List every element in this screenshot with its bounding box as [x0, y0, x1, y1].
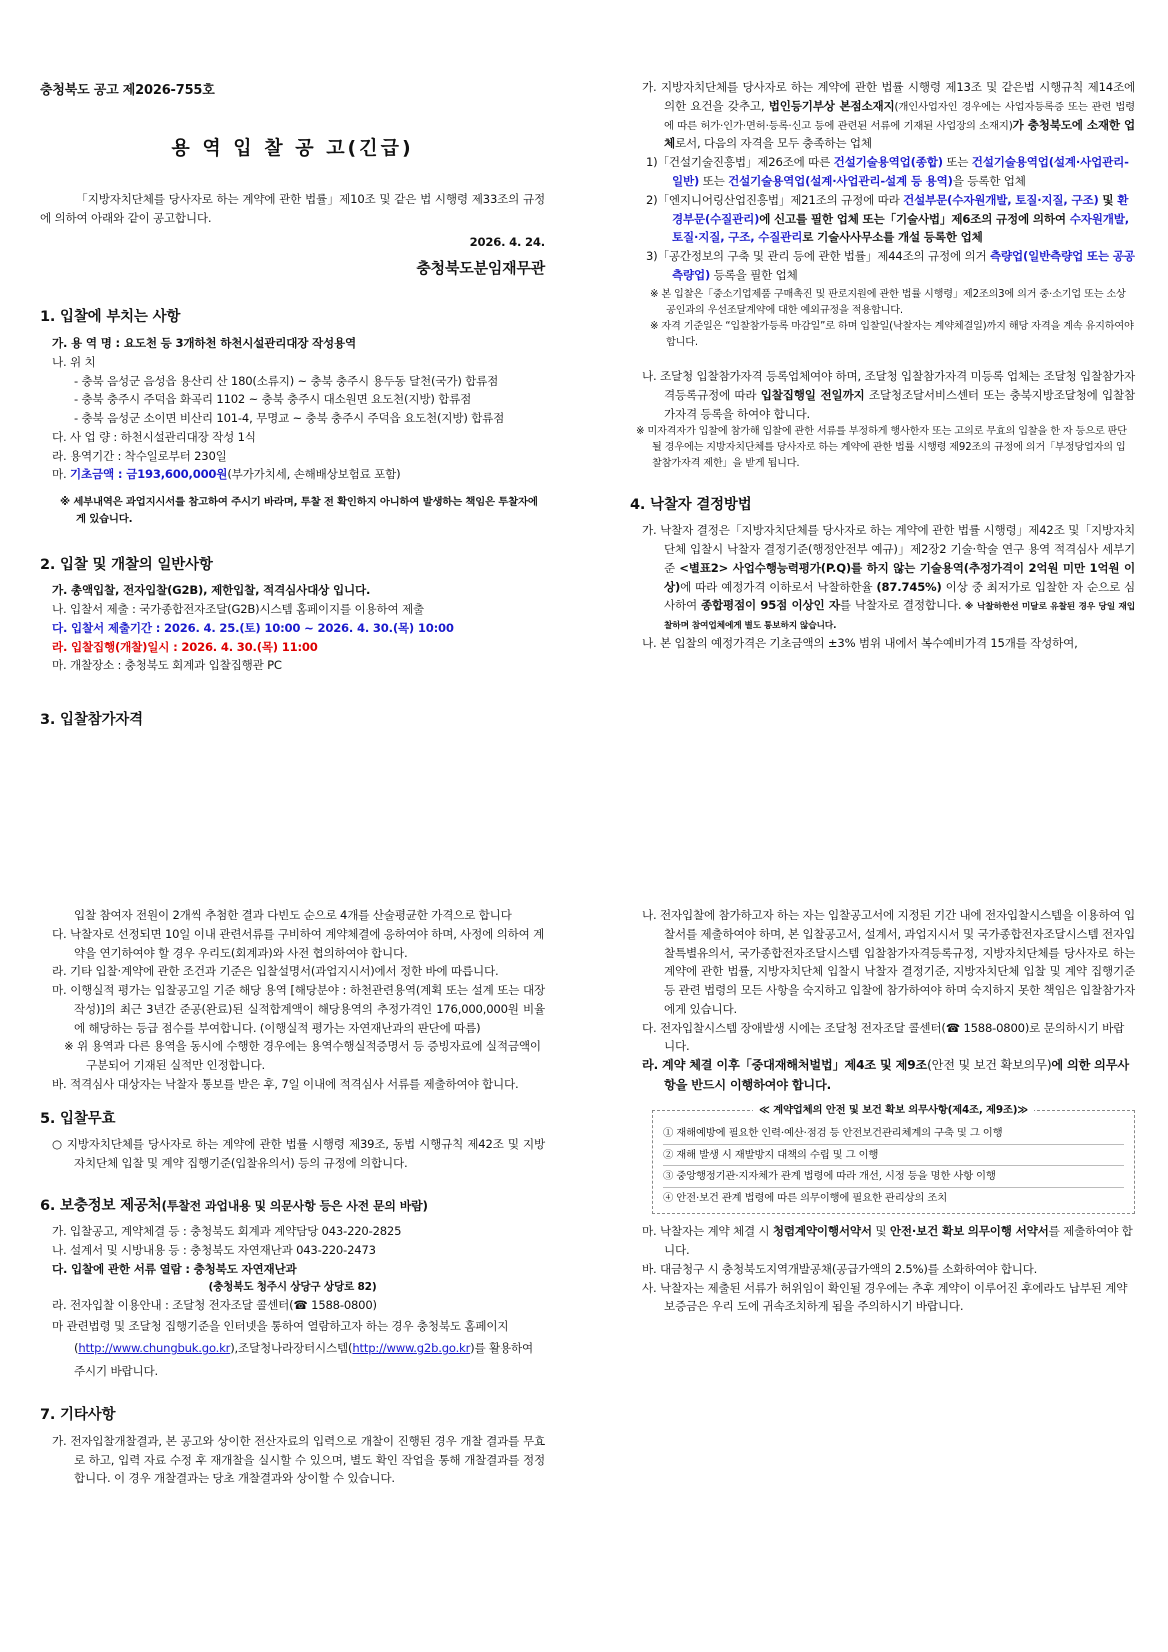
s4-ga-text-1: 가. 낙찰자 결정은「지방자치단체를 당사자로 하는 계약에 관한 법률 시행령」제42조 및「지방자치단체 입찰시 낙찰자 결정기준(행정안전부 예규)」제2장2 기술·학술 연구 용역 적격심사 세부기준: [642, 523, 1135, 575]
s3-q1-text-d: 또는: [699, 174, 729, 189]
s1-item-ra: 라. 용역기간 : 착수일로부터 230일: [52, 448, 227, 463]
safety-item-4: ④ 안전·보건 관계 법령에 따른 의무이행에 필요한 관리상의 조치: [663, 1192, 948, 1205]
s4-na-continued: 입찰 참여자 전원이 2개씩 추첨한 결과 다빈도 순으로 4개를 산술평균한 가격으로 합니다: [74, 908, 512, 922]
s3-ga-bold-1: 법인등기부상 본점소재지: [768, 98, 895, 113]
s1-item-na: 나. 위 치: [52, 354, 96, 369]
s1-ma-label: 마.: [52, 467, 70, 482]
s4-item-ra: 라. 기타 입찰·계약에 관한 조건과 기준은 입찰설명서(과업지시서)에서 정한 바에 따릅니다.: [52, 964, 499, 979]
g2b-link[interactable]: http://www.g2b.go.kr: [352, 1341, 471, 1356]
section-2-heading: 2. 입찰 및 개찰의 일반사항: [40, 556, 213, 573]
location-3: - 충북 음성군 소이면 비산리 101-4, 무명교 ~ 충북 충주시 주덕읍 요도천(지방) 합류점: [74, 411, 505, 426]
s7-item-ra: [630, 1056, 1135, 1096]
s7-ma-text-1: 마. 낙찰자는 계약 체결 시: [642, 1224, 773, 1239]
s7-ma-text-2: 및: [871, 1224, 890, 1239]
s4-item-ma: 마. 이행실적 평가는 입찰공고일 기준 해당 용역 [해당분야 : 하천관련용역(계획 또는 설계 또는 대장작성)]의 최근 3년간 준공(완료)된 실적합계액이 해당용역의 추정가격인 176,000,000원 비율에 해당하는 등급 점수를 부여합니다. (이행실적 평가는 자연재난과의 판단에 따름): [52, 983, 545, 1035]
s3-ga-text-1: 가. 지방자치단체를 당사자로 하는 계약에 관한 법률 시행령 제13조 및 같은법 시행규칙 제14조에 의한 요건을 갖추고,: [642, 80, 1135, 113]
s3-q2-text-d: 에 신고를 필한 업체 또는「기술사법」제6조의 규정에 의하여: [759, 211, 1070, 226]
preamble: 「지방자치단체를 당사자로 하는 계약에 관한 법률」제10조 및 같은 법 시행령 제33조의 규정에 의하여 아래와 같이 공고합니다.: [40, 191, 545, 225]
s3-ga-bold-2: 가 충청북도에 소재한 업체: [664, 117, 1135, 151]
s3-ga-text-3: 로서, 다음의 자격을 모두 충족하는 업체: [675, 136, 872, 151]
s3-na-text-2: 조달청조달서비스센터 또는 충북지방조달청에 입찰참가자격 등록을 하여야 합니다.: [664, 387, 1136, 421]
safety-item-3: ③ 중앙행정기관·지자체가 관계 법령에 따라 개선, 시정 등을 명한 사항 이행: [663, 1166, 1124, 1188]
s1-ma-rest: (부가가치세, 손해배상보험료 포함): [227, 467, 401, 482]
s7-ma-bold-1: 청렴계약이행서약서: [772, 1224, 872, 1239]
s7-ra-bold-1: 라. 계약 체결 이후「중대재해처벌법」제4조 및 제9조: [642, 1058, 928, 1073]
section-4-heading: 4. 낙찰자 결정방법: [630, 496, 752, 513]
s4-ga-bold-3: 종합평점이 95점 이상인 자: [701, 598, 840, 613]
s7-item-da: 다. 전자입찰시스템 장애발생 시에는 조달청 전자조달 콜센터(☎ 1588-0800)로 문의하시기 바랍니다.: [642, 1020, 1125, 1054]
s6-item-da: 다. 입찰에 관한 서류 열람 : 충청북도 자연재난과: [52, 1261, 297, 1276]
s4-ga-note: ※ 낙찰하한선 미달로 유찰된 경우 당일 재입찰하며 참여업체에게 별도 통보하지 않습니다.: [664, 602, 1136, 632]
s3-qual-3: [630, 247, 1135, 285]
s4-ga-text-4: 를 낙찰자로 결정합니다.: [839, 598, 962, 613]
s7-ma-bold-2: 안전·보건 확보 의무이행 서약서: [889, 1224, 1049, 1239]
s3-q2-blue-1: 건설부문(수자원개발, 토질·지질, 구조): [903, 192, 1099, 207]
s3-q1-text-c: 또는: [942, 155, 972, 170]
s7-item-ga: 가. 전자입찰개찰결과, 본 공고와 상이한 전산자료의 입력으로 개찰이 진행된 경우 개찰 결과를 무효로 하고, 입력 자료 수정 후 재개찰을 실시할 수 있으며, 별도 확인 작업을 통해 개찰결과를 정정합니다. 이 경우 개찰결과는 당초 개찰결과와 상이할 수 있습니다.: [52, 1433, 545, 1486]
s4-ga-text-3: 이상 중 최저가로 입찰한 자 순으로 심사하여: [664, 579, 1135, 613]
s3-q2-text-a: 2)「엔지니어링산업진흥법」제21조의 규정에 따라: [646, 192, 904, 207]
s3-note-3: ※ 미자격자가 입찰에 참가해 입찰에 관한 서류를 부정하게 행사한자 또는 고의로 무효의 입찰을 한 자 등으로 판단될 경우에는 지방자치단체를 당사자로 하는 계약에 관한 법률 시행령 제92조의 규정에 의거「부정당업자의 입찰참가자격 제한」을 받게 됩니다.: [636, 425, 1127, 469]
safety-box-title: ≪ 계약업체의 안전 및 보건 확보 의무사항(제4조, 제9조)≫: [753, 1104, 1034, 1116]
s3-na-bold: 입찰집행일 전일까지: [760, 387, 865, 402]
s3-note-1: ※ 본 입찰은「중소기업제품 구매촉진 및 판로지원에 관한 법률 시행령」제2조의3에 의거 중·소기업 또는 소상공인과의 우선조달계약에 대한 예외규정을 적용합니다.: [650, 288, 1126, 316]
section-6-heading: [40, 1195, 545, 1218]
s5-body: ○ 지방자치단체를 당사자로 하는 계약에 관한 법률 시행령 제39조, 동법 시행규칙 제42조 및 지방자치단체 입찰 및 계약 집행기준(입찰유의서) 등의 규정에 의합니다.: [52, 1137, 545, 1171]
s2-item-ga: 가. 총액입찰, 전자입찰(G2B), 제한입찰, 적격심사대상 입니다.: [52, 583, 371, 598]
s3-q2-blue-2: 환경부문(수질관리): [672, 192, 1129, 226]
s4-ga-bold-2: (87.745%): [876, 579, 942, 594]
s3-q2-text-c: 및: [1098, 192, 1118, 207]
safety-item-1: ① 재해예방에 필요한 인력·예산·점검 등 안전보건관리체계의 구축 및 그 이행: [663, 1123, 1124, 1145]
s6-item-ma: [40, 1315, 545, 1383]
s1-note: ※ 세부내역은 과업지시서를 참고하여 주시기 바라며, 투찰 전 확인하지 아니하여 발생하는 책임은 투찰자에게 있습니다.: [60, 496, 538, 526]
left-column-bottom: [40, 906, 545, 1488]
s6-ma-text-2: ),조달청나라장터시스템(: [230, 1341, 353, 1356]
s6-ma-text-3: )를 활용하여 주시기 바랍니다.: [74, 1341, 533, 1378]
s3-q3-text-c: 등록을 필한 업체: [710, 267, 798, 282]
s1-item-ga: 가. 용 역 명 : 요도천 등 3개하천 하천시설관리대장 작성용역: [52, 335, 357, 350]
s7-item-na: 나. 전자입찰에 참가하고자 하는 자는 입찰공고서에 지정된 기간 내에 전자입찰시스템을 이용하여 입찰서를 제출하여야 하며, 본 입찰공고서, 설계서, 과업지시서 및 국가종합전자조달시스템 전자입찰특별유의서, 국가종합전자조달시스템 입찰참가자격등록규정, 지방자치단체를 당사자로 하는 계약에 관한 법률, 지방자치단체 입찰시 낙찰자 결정기준, 지방자치단체 입찰 및 계약 집행기준 등 관련 법령의 모든 사항을 숙지하고 입찰에 참가하여야 하며 숙지하지 못한 책임은 입찰참가자에게 있습니다.: [642, 908, 1135, 1016]
section-5-heading: 5. 입찰무효: [40, 1110, 116, 1127]
s7-item-ma: [630, 1222, 1135, 1260]
s4-ga-text-2: 에 따라 예정가격 이하로서 낙찰하한율: [680, 579, 877, 594]
s2-item-ra: 라. 입찰집행(개찰)일시 : 2026. 4. 30.(목) 11:00: [52, 639, 318, 654]
s6-item-ra: 라. 전자입찰 이용안내 : 조달청 전자조달 콜센터(☎ 1588-0800): [52, 1297, 377, 1312]
notice-date: 2026. 4. 24.: [469, 235, 545, 250]
s1-item-ma: [40, 465, 545, 484]
s3-ga-text-2: (개인사업자인 경우에는 사업자등록증 또는 관련 법령에 따른 허가·인가·면허·등록·신고 등에 관련된 서류에 기재된 사업장의 소재지): [664, 100, 1135, 132]
location-2: - 충북 충주시 주덕읍 화곡리 1102 ~ 충북 충주시 대소원면 요도천(지방) 합류점: [74, 392, 472, 407]
s7-item-ba: 바. 대금청구 시 충청북도지역개발공채(공급가액의 2.5%)를 소화하여야 합니다.: [642, 1261, 1038, 1276]
safety-item-2: ② 재해 발생 시 재발방지 대책의 수립 및 그 이행: [663, 1145, 1124, 1167]
s4-item-ba: 바. 적격심사 대상자는 낙찰자 통보를 받은 후, 7일 이내에 적격심사 서류를 제출하여야 합니다.: [52, 1077, 519, 1092]
s6-heading-text: 6. 보충정보 제공처: [40, 1197, 162, 1214]
s3-q1-text-e: 을 등록한 업체: [952, 174, 1026, 189]
s3-q3-text-a: 3)「공간정보의 구축 및 관리 등에 관한 법률」제44조의 규정에 의거: [646, 249, 990, 264]
s7-ra-text: (안전 및 보건 확보의무): [927, 1058, 1052, 1073]
s3-q1-blue-2: 건설기술용역업(설계·사업관리-일반): [672, 155, 1129, 189]
s6-address: (충청북도 청주시 상당구 상당로 82): [208, 1280, 377, 1293]
s2-item-da: 다. 입찰서 제출기간 : 2026. 4. 25.(토) 10:00 ~ 2026. 4. 30.(목) 10:00: [52, 620, 454, 635]
location-1: - 충북 음성군 음성읍 용산리 산 180(소류지) ~ 충북 충주시 용두동 달천(국가) 합류점: [74, 373, 499, 388]
s3-item-na: [630, 367, 1135, 423]
s4-ga-bold-1: <별표2> 사업수행능력평가(P.Q)를 하지 않는 기술용역(추정가격이 2억원 미만 1억원 이상): [664, 560, 1135, 594]
s4-item-na: 나. 본 입찰의 예정가격은 기초금액의 ±3% 범위 내에서 복수예비가격 15개를 작성하여,: [642, 636, 1078, 650]
base-amount: 기초금액 : 금193,600,000원: [69, 467, 228, 482]
s2-item-na: 나. 입찰서 제출 : 국가종합전자조달(G2B)시스템 홈페이지를 이용하여 제출: [52, 602, 424, 617]
s6-item-na: 나. 설계서 및 시방내용 등 : 충청북도 자연재난과 043-220-2473: [52, 1243, 376, 1258]
s3-q3-blue-1: 측량업(일반측량업 또는 공공측량업): [672, 249, 1135, 282]
s3-item-ga: [630, 78, 1135, 153]
s7-ma-text-3: 를 제출하여야 합니다.: [664, 1224, 1133, 1257]
s3-q2-blue-3: 수자원개발, 토질·지질, 구조, 수질관리: [672, 211, 1129, 245]
notice-number: 충청북도 공고 제2026-755호: [40, 83, 215, 98]
s3-q1-blue-3: 건설기술용역업(설계·사업관리-설계 등 용역): [728, 174, 953, 189]
s3-q1-text-a: 1)「건설기술진흥법」제26조에 따른: [646, 155, 834, 170]
section-3-heading: 3. 입찰참가자격: [40, 712, 143, 729]
issuer: 충청북도분임재무관: [416, 259, 545, 278]
s6-item-ga: 가. 입찰공고, 계약체결 등 : 충청북도 회계과 계약담당 043-220-2825: [52, 1224, 402, 1239]
s7-item-sa: 사. 낙찰자는 제출된 서류가 허위임이 확인될 경우에는 추후 계약이 이루어진 후에라도 납부된 계약보증금은 우리 도에 귀속조치하게 됨을 주의하시기 바랍니다.: [642, 1280, 1128, 1314]
section-7-heading: 7. 기타사항: [40, 1407, 116, 1424]
section-1-heading: 1. 입찰에 부치는 사항: [40, 309, 181, 326]
s3-qual-2: [630, 191, 1135, 247]
s1-item-da: 다. 사 업 량 : 하천시설관리대장 작성 1식: [52, 429, 256, 444]
s2-item-ma: 마. 개찰장소 : 충청북도 회계과 입찰집행관 PC: [52, 658, 282, 673]
s3-note-2: ※ 자격 기준일은 “입찰참가등록 마감일”로 하며 입찰일(낙찰자는 계약체결일)까지 해당 자격을 계속 유지하여야 합니다.: [650, 320, 1134, 349]
right-column-top: [630, 78, 1135, 653]
s6-heading-note: (투찰전 과업내용 및 의문사항 등은 사전 문의 바람): [161, 1198, 428, 1213]
chungbuk-homepage-link[interactable]: http://www.chungbuk.go.kr: [78, 1341, 231, 1356]
s6-ma-text-1: 마 관련법령 및 조달청 집행기준을 인터넷을 통하여 열람하고자 하는 경우 충청북도 홈페이지(: [52, 1318, 509, 1356]
s4-ma-note: ※ 위 용역과 다른 용역을 동시에 수행한 경우에는 용역수행실적증명서 등 증빙자료에 실적금액이 구분되어 기재된 실적만 인정합니다.: [64, 1039, 541, 1073]
s3-q2-text-e: 로 기술사사무소를 개설 등록한 업체: [802, 230, 983, 245]
s3-q1-blue-1: 건설기술용역업(종합): [833, 155, 943, 170]
safety-obligations-box: [652, 1103, 1135, 1214]
s3-qual-1: [630, 153, 1135, 191]
right-column-bottom: [630, 906, 1135, 1316]
s4-item-da: 다. 낙찰자로 선정되면 10일 이내 관련서류를 구비하여 계약체결에 응하여야 하며, 사정에 의하여 계약을 연기하여야 할 경우 우리도(회계과)와 사전 협의하여야 합니다.: [52, 926, 545, 960]
s7-ra-bold-2: 에 의한 의무사항을 반드시 이행하여야 합니다.: [664, 1058, 1129, 1093]
document-title: 용 역 입 찰 공 고(긴급): [171, 137, 414, 160]
s4-item-ga: [630, 521, 1135, 634]
s3-na-text-1: 나. 조달청 입찰참가자격 등록업체여야 하며, 조달청 입찰참가자격 미등록 업체는 조달청 입찰참가자격등록규정에 따라: [642, 369, 1135, 402]
left-column-top: [40, 80, 545, 737]
